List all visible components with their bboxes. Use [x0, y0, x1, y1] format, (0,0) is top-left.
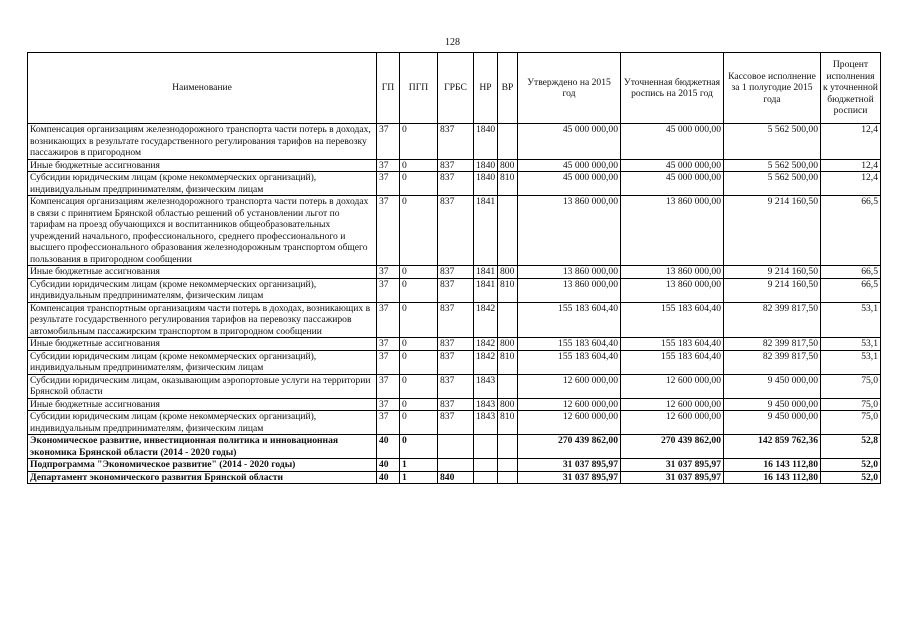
cell-percent: 75,0 — [821, 411, 881, 435]
cell-approved: 45 000 000,00 — [518, 159, 621, 172]
table-row — [28, 302, 881, 338]
cell-pgp: 0 — [400, 374, 438, 398]
cell-vr — [498, 302, 518, 338]
cell-nr: 1842 — [474, 338, 498, 351]
cell-pgp: 0 — [400, 266, 438, 279]
cell-name: Субсидии юридическим лицам (кроме некоммерческих организаций), индивидуальным предпринимателям, физическим лицам — [28, 172, 377, 196]
cell-grbs: 837 — [438, 266, 474, 279]
cell-grbs: 837 — [438, 159, 474, 172]
cell-grbs: 837 — [438, 374, 474, 398]
cell-vr: 810 — [498, 172, 518, 196]
cell-refined: 13 860 000,00 — [621, 278, 724, 302]
cell-nr: 1843 — [474, 398, 498, 411]
cell-grbs: 837 — [438, 302, 474, 338]
cell-gp: 37 — [377, 278, 400, 302]
table-row — [28, 459, 881, 472]
cell-cash: 9 214 160,50 — [724, 196, 821, 266]
cell-approved: 31 037 895,97 — [518, 471, 621, 484]
cell-approved: 13 860 000,00 — [518, 196, 621, 266]
cell-percent: 75,0 — [821, 374, 881, 398]
cell-vr: 810 — [498, 411, 518, 435]
cell-refined: 155 183 604,40 — [621, 350, 724, 374]
cell-grbs: 837 — [438, 350, 474, 374]
cell-approved: 13 860 000,00 — [518, 266, 621, 279]
table-row — [28, 172, 881, 196]
cell-nr — [474, 435, 498, 459]
cell-gp: 40 — [377, 471, 400, 484]
cell-refined: 31 037 895,97 — [621, 459, 724, 472]
cell-gp: 37 — [377, 398, 400, 411]
cell-approved: 12 600 000,00 — [518, 398, 621, 411]
cell-approved: 45 000 000,00 — [518, 124, 621, 160]
cell-nr: 1841 — [474, 278, 498, 302]
cell-pgp: 0 — [400, 124, 438, 160]
cell-name: Иные бюджетные ассигнования — [28, 398, 377, 411]
cell-name: Департамент экономического развития Брянской области — [28, 471, 377, 484]
cell-refined: 13 860 000,00 — [621, 196, 724, 266]
cell-nr: 1842 — [474, 350, 498, 374]
cell-grbs: 837 — [438, 398, 474, 411]
cell-refined: 155 183 604,40 — [621, 338, 724, 351]
table-body — [28, 124, 881, 484]
budget-table — [27, 52, 881, 484]
table-row — [28, 124, 881, 160]
table-row — [28, 374, 881, 398]
cell-cash: 5 562 500,00 — [724, 124, 821, 160]
cell-grbs: 837 — [438, 172, 474, 196]
cell-vr: 800 — [498, 398, 518, 411]
table-row — [28, 338, 881, 351]
cell-nr: 1842 — [474, 302, 498, 338]
cell-percent: 52,0 — [821, 471, 881, 484]
cell-percent: 75,0 — [821, 398, 881, 411]
cell-gp: 37 — [377, 350, 400, 374]
cell-percent: 52,0 — [821, 459, 881, 472]
cell-approved: 155 183 604,40 — [518, 338, 621, 351]
table-row — [28, 398, 881, 411]
cell-approved: 13 860 000,00 — [518, 278, 621, 302]
cell-nr: 1841 — [474, 266, 498, 279]
cell-refined: 13 860 000,00 — [621, 266, 724, 279]
cell-grbs — [438, 459, 474, 472]
cell-nr — [474, 459, 498, 472]
cell-percent: 12,4 — [821, 172, 881, 196]
cell-name: Иные бюджетные ассигнования — [28, 338, 377, 351]
cell-gp: 37 — [377, 196, 400, 266]
cell-name: Субсидии юридическим лицам (кроме некоммерческих организаций), индивидуальным предпринимателям, физическим лицам — [28, 411, 377, 435]
table-row — [28, 411, 881, 435]
table-row — [28, 278, 881, 302]
cell-gp: 37 — [377, 172, 400, 196]
cell-cash: 142 859 762,36 — [724, 435, 821, 459]
cell-gp: 37 — [377, 266, 400, 279]
header-name: Наименование — [28, 53, 377, 124]
cell-approved: 12 600 000,00 — [518, 411, 621, 435]
cell-gp: 37 — [377, 411, 400, 435]
cell-refined: 155 183 604,40 — [621, 302, 724, 338]
header-nr: НР — [474, 53, 498, 124]
cell-name: Субсидии юридическим лицам (кроме некоммерческих организаций), индивидуальным предпринимателям, физическим лицам — [28, 350, 377, 374]
cell-percent: 66,5 — [821, 278, 881, 302]
cell-name: Иные бюджетные ассигнования — [28, 159, 377, 172]
cell-cash: 5 562 500,00 — [724, 172, 821, 196]
cell-percent: 66,5 — [821, 196, 881, 266]
table-header-row — [28, 53, 881, 124]
cell-cash: 9 450 000,00 — [724, 374, 821, 398]
cell-nr — [474, 471, 498, 484]
cell-grbs: 840 — [438, 471, 474, 484]
cell-refined: 45 000 000,00 — [621, 172, 724, 196]
cell-vr: 800 — [498, 266, 518, 279]
cell-nr: 1841 — [474, 196, 498, 266]
cell-name: Подпрограмма "Экономическое развитие" (2014 - 2020 годы) — [28, 459, 377, 472]
cell-grbs: 837 — [438, 196, 474, 266]
cell-pgp: 0 — [400, 398, 438, 411]
cell-approved: 155 183 604,40 — [518, 302, 621, 338]
cell-name: Компенсация организациям железнодорожного транспорта части потерь в доходах в связи с принятием Брянской областью решений об установлении льгот по тарифам на проезд обучающихся и воспитанников общеобразовательных учреждений начального, профессионального, среднего профессионального и высшего профессионального образования железнодорожным транспортом общего пользования в пригородном сообщении — [28, 196, 377, 266]
cell-vr — [498, 124, 518, 160]
cell-refined: 270 439 862,00 — [621, 435, 724, 459]
cell-approved: 270 439 862,00 — [518, 435, 621, 459]
cell-name: Субсидии юридическим лицам (кроме некоммерческих организаций), индивидуальным предпринимателям, физическим лицам — [28, 278, 377, 302]
cell-grbs: 837 — [438, 411, 474, 435]
cell-grbs: 837 — [438, 278, 474, 302]
cell-gp: 37 — [377, 159, 400, 172]
cell-gp: 40 — [377, 435, 400, 459]
cell-name: Иные бюджетные ассигнования — [28, 266, 377, 279]
cell-cash: 9 214 160,50 — [724, 266, 821, 279]
table-row — [28, 196, 881, 266]
cell-vr: 810 — [498, 350, 518, 374]
cell-nr: 1840 — [474, 124, 498, 160]
table-row — [28, 266, 881, 279]
cell-cash: 9 450 000,00 — [724, 398, 821, 411]
cell-percent: 53,1 — [821, 302, 881, 338]
cell-cash: 5 562 500,00 — [724, 159, 821, 172]
cell-pgp: 1 — [400, 459, 438, 472]
table-row — [28, 471, 881, 484]
cell-gp: 37 — [377, 302, 400, 338]
table-row — [28, 159, 881, 172]
cell-approved: 155 183 604,40 — [518, 350, 621, 374]
cell-grbs — [438, 435, 474, 459]
cell-grbs: 837 — [438, 124, 474, 160]
cell-gp: 37 — [377, 374, 400, 398]
cell-pgp: 0 — [400, 350, 438, 374]
cell-pgp: 0 — [400, 302, 438, 338]
cell-cash: 82 399 817,50 — [724, 350, 821, 374]
header-grbs: ГРБС — [438, 53, 474, 124]
cell-refined: 12 600 000,00 — [621, 411, 724, 435]
header-cash: Кассовое исполнение за 1 полугодие 2015 года — [724, 53, 821, 124]
cell-percent: 53,1 — [821, 338, 881, 351]
page-number: 128 — [445, 37, 460, 48]
cell-refined: 12 600 000,00 — [621, 374, 724, 398]
cell-gp: 37 — [377, 338, 400, 351]
cell-vr — [498, 435, 518, 459]
cell-approved: 45 000 000,00 — [518, 172, 621, 196]
cell-name: Компенсация организациям железнодорожного транспорта части потерь в доходах, возникающих в результате государственного регулирования тарифов на перевозку пассажиров в пригородном — [28, 124, 377, 160]
cell-pgp: 0 — [400, 435, 438, 459]
header-vr: ВР — [498, 53, 518, 124]
cell-refined: 45 000 000,00 — [621, 159, 724, 172]
cell-grbs: 837 — [438, 338, 474, 351]
cell-pgp: 0 — [400, 411, 438, 435]
cell-approved: 12 600 000,00 — [518, 374, 621, 398]
cell-cash: 9 214 160,50 — [724, 278, 821, 302]
cell-vr: 800 — [498, 159, 518, 172]
cell-cash: 82 399 817,50 — [724, 338, 821, 351]
cell-vr — [498, 374, 518, 398]
header-approved: Утверждено на 2015 год — [518, 53, 621, 124]
cell-pgp: 0 — [400, 278, 438, 302]
cell-vr — [498, 459, 518, 472]
cell-refined: 45 000 000,00 — [621, 124, 724, 160]
cell-pgp: 0 — [400, 172, 438, 196]
cell-nr: 1843 — [474, 374, 498, 398]
header-pgp: ПГП — [400, 53, 438, 124]
cell-nr: 1840 — [474, 172, 498, 196]
cell-nr: 1840 — [474, 159, 498, 172]
cell-cash: 9 450 000,00 — [724, 411, 821, 435]
cell-percent: 53,1 — [821, 350, 881, 374]
cell-cash: 16 143 112,80 — [724, 471, 821, 484]
table-row — [28, 435, 881, 459]
header-refined: Уточненная бюджетная роспись на 2015 год — [621, 53, 724, 124]
cell-name: Компенсация транспортным организациям части потерь в доходах, возникающих в результате государственного регулирования тарифов на перевозку пассажиров автомобильным пассажирским транспортом в пригородном сообщении — [28, 302, 377, 338]
cell-refined: 31 037 895,97 — [621, 471, 724, 484]
cell-vr — [498, 196, 518, 266]
cell-approved: 31 037 895,97 — [518, 459, 621, 472]
cell-vr — [498, 471, 518, 484]
cell-gp: 37 — [377, 124, 400, 160]
cell-vr: 800 — [498, 338, 518, 351]
cell-percent: 66,5 — [821, 266, 881, 279]
cell-pgp: 1 — [400, 471, 438, 484]
cell-pgp: 0 — [400, 159, 438, 172]
cell-cash: 82 399 817,50 — [724, 302, 821, 338]
cell-percent: 52,8 — [821, 435, 881, 459]
cell-pgp: 0 — [400, 196, 438, 266]
table-row — [28, 350, 881, 374]
cell-cash: 16 143 112,80 — [724, 459, 821, 472]
cell-name: Экономическое развитие, инвестиционная политика и инновационная экономика Брянской области (2014 - 2020 годы) — [28, 435, 377, 459]
header-gp: ГП — [377, 53, 400, 124]
cell-percent: 12,4 — [821, 159, 881, 172]
cell-refined: 12 600 000,00 — [621, 398, 724, 411]
cell-vr: 810 — [498, 278, 518, 302]
cell-nr: 1843 — [474, 411, 498, 435]
header-percent: Процент исполнения к уточненной бюджетной росписи — [821, 53, 881, 124]
cell-name: Субсидии юридическим лицам, оказывающим аэропортовые услуги на территории Брянской области — [28, 374, 377, 398]
cell-gp: 40 — [377, 459, 400, 472]
cell-percent: 12,4 — [821, 124, 881, 160]
cell-pgp: 0 — [400, 338, 438, 351]
